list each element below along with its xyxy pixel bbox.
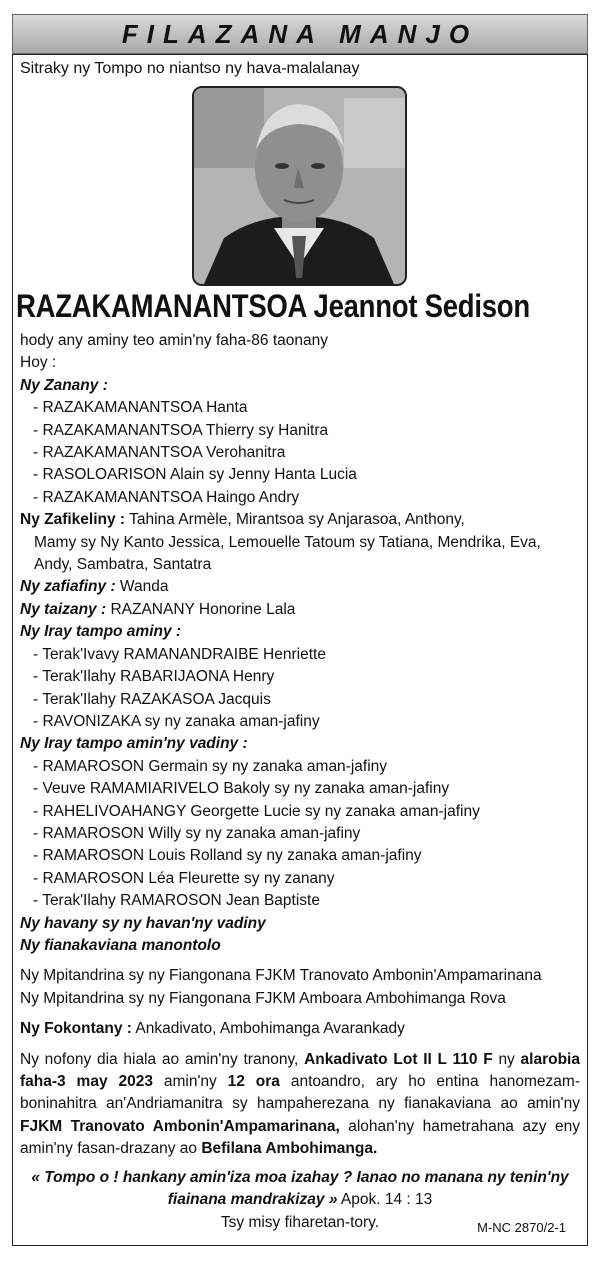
portrait-photo [192, 86, 407, 286]
list-item: - RAZAKAMANANTSOA Haingo Andry [33, 488, 300, 506]
announcement-church: FJKM Tranovato Ambonin'Ampamarinana, [20, 1117, 340, 1135]
funeral-announcement [20, 1049, 580, 1161]
great-grandchildren-value: Wanda [115, 578, 169, 596]
intro-text: Sitraky ny Tompo no niantso ny hava-malalanay [20, 60, 360, 77]
announcement-time: 12 ora [227, 1073, 280, 1090]
list-item: - RAZAKAMANANTSOA Verohanitra [33, 444, 286, 462]
verse-text: « Tompo o ! hankany amin'iza moa izahay ? Ianao no manana ny tenin'ny fiainana mandrakizay » [31, 1168, 569, 1209]
in-law-line [20, 599, 580, 621]
announcement-address: Ankadivato Lot II L 110 F [304, 1050, 493, 1068]
list-item: - Terak'Ivavy RAMANANDRAIBE Henriette [33, 645, 326, 663]
grandchildren-names-2: Mamy sy Ny Kanto Jessica, Lemouelle Tatoum sy Tatiana, Mendrika, Eva, [34, 533, 541, 551]
deceased-name: RAZAKAMANANTSOA Jeannot Sedison [16, 288, 530, 324]
list-item: - Terak'Ilahy RAMAROSON Jean Baptiste [33, 892, 320, 910]
announcement-text: alohan'ny hametrahana azy eny amin'ny fasan-drazany ao [20, 1117, 580, 1158]
extended-family-line: Ny fianakaviana manontolo [20, 936, 221, 954]
reference-code: M-NC 2870/2-1 [477, 1220, 566, 1235]
list-item: - RASOLOARISON Alain sy Jenny Hanta Lucia [33, 466, 357, 484]
children-heading: Ny Zanany : [20, 376, 108, 394]
grandchildren-heading: Ny Zafikeliny : [20, 511, 126, 529]
list-item: - Terak'Ilahy RAZAKASOA Jacquis [33, 690, 271, 708]
church-line-1: Ny Mpitandrina sy ny Fiangonana FJKM Tranovato Ambonin'Ampamarinana [20, 967, 542, 985]
list-item: - RAMAROSON Louis Rolland sy ny zanaka aman-jafiny [33, 847, 422, 865]
fokontany-line [20, 1018, 580, 1040]
relatives-line: Ny havany sy ny havan'ny vadiny [20, 914, 266, 932]
grandchildren-names-3: Andy, Sambatra, Santatra [34, 556, 212, 574]
spouse-siblings-heading: Ny Iray tampo amin'ny vadiny : [20, 735, 248, 753]
grandchildren-line [20, 509, 580, 531]
age-line: hody any aminy teo amin'ny faha-86 taonany [20, 332, 328, 349]
announcement-text: antoandro, ary ho entina hanomezam-boninahitra an'Andriamanitra sy hampaherezana ny fianakaviana ao amin'ny [20, 1073, 580, 1113]
list-item: - RAVONIZAKA sy ny zanaka aman-jafiny [33, 712, 320, 730]
list-item: - RAMAROSON Germain sy ny zanaka aman-jafiny [33, 757, 388, 775]
list-item: - Veuve RAMAMIARIVELO Bakoly sy ny zanaka aman-jafiny [33, 780, 450, 798]
bible-verse [20, 1167, 580, 1212]
verse-reference: Apok. 14 : 13 [337, 1191, 433, 1209]
announcement-text: amin'ny [152, 1073, 228, 1090]
siblings-heading: Ny Iray tampo aminy : [20, 623, 182, 641]
announcement-tomb: Befilana Ambohimanga. [201, 1140, 378, 1158]
church-line-2: Ny Mpitandrina sy ny Fiangonana FJKM Amboara Ambohimanga Rova [20, 989, 506, 1007]
great-grandchildren-line [20, 576, 580, 598]
grandchildren-names-1: Tahina Armèle, Mirantsoa sy Anjarasoa, Anthony, [125, 511, 465, 529]
fokontany-value: Ankadivato, Ambohimanga Avarankady [131, 1020, 405, 1038]
list-item: - Terak'Ilahy RABARIJAONA Henry [33, 668, 275, 686]
list-item: - RAZAKAMANANTSOA Thierry sy Hanitra [33, 421, 329, 439]
header-title: FILAZANA MANJO [121, 18, 479, 49]
list-item: - RAMAROSON Willy sy ny zanaka aman-jafiny [33, 824, 361, 842]
announcement-date: alarobia faha-3 may 2023 [20, 1050, 580, 1090]
notice-body [20, 330, 580, 1211]
in-law-heading: Ny taizany : [20, 600, 107, 618]
great-grandchildren-heading: Ny zafiafiny : [20, 578, 116, 596]
announcement-text: Ny nofony dia hiala ao amin'ny tranony, [20, 1050, 305, 1068]
announcement-text: ny [492, 1050, 521, 1068]
hoy-label: Hoy : [20, 354, 57, 372]
list-item: - RAMAROSON Léa Fleurette sy ny zanany [33, 869, 335, 887]
list-item: - RAZAKAMANANTSOA Hanta [33, 399, 248, 417]
header-banner [12, 14, 588, 54]
list-item: - RAHELIVOAHANGY Georgette Lucie sy ny zanaka aman-jafiny [33, 802, 480, 820]
fokontany-heading: Ny Fokontany : [20, 1020, 132, 1038]
footer-notice: Tsy misy fiharetan-tory. [220, 1214, 380, 1231]
portrait-illustration [194, 88, 405, 284]
in-law-value: RAZANANY Honorine Lala [106, 600, 296, 618]
